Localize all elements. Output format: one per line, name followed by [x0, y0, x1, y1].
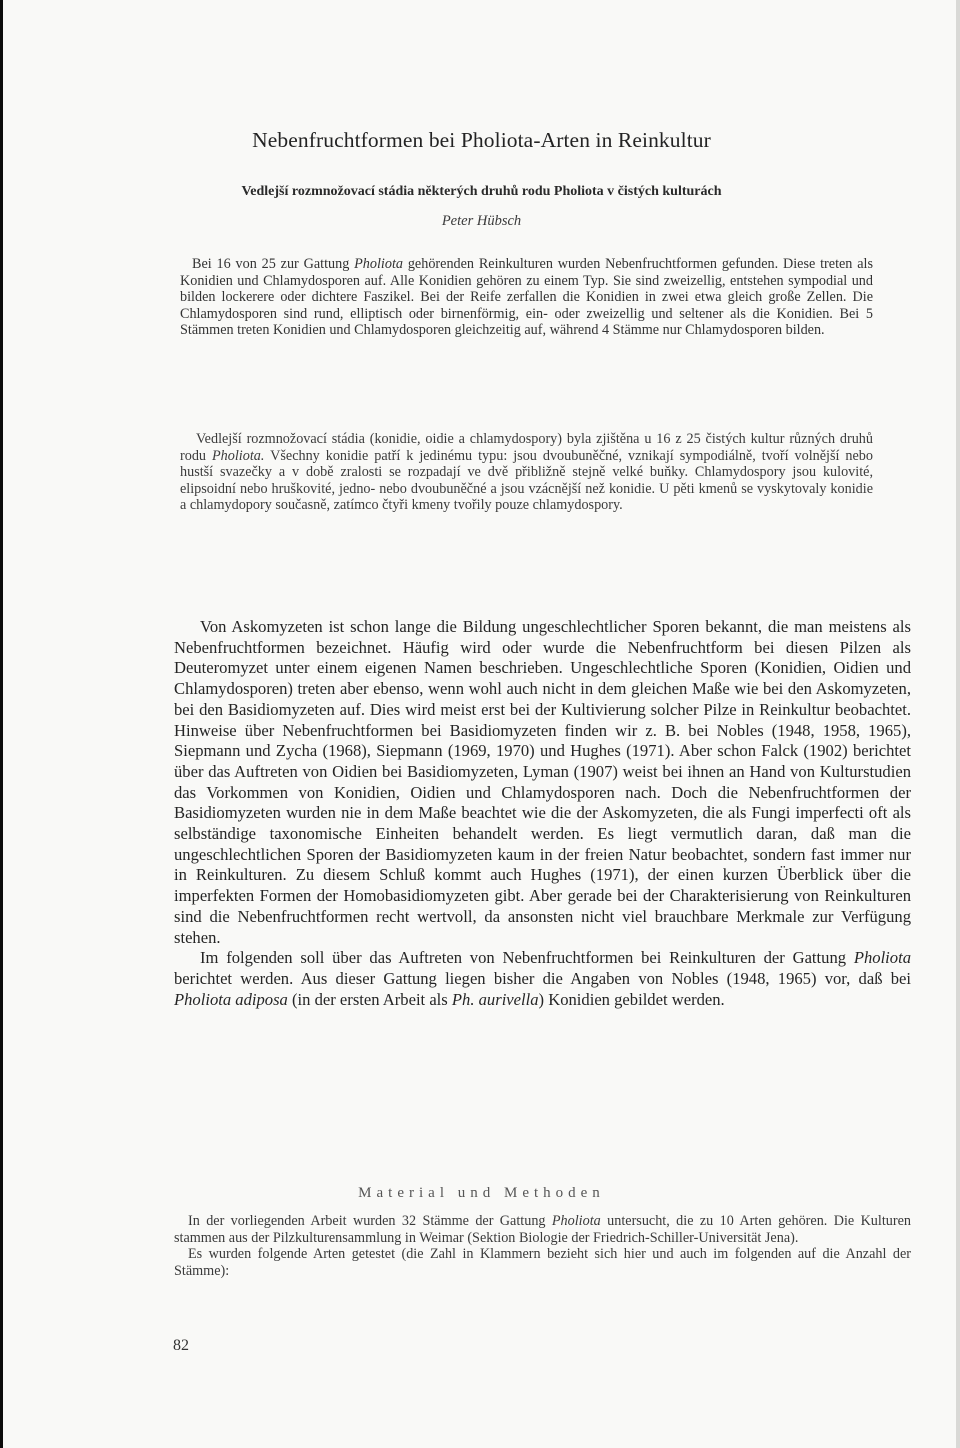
genus-name: Pholiota — [354, 256, 404, 272]
section-heading: Material und Methoden — [358, 1185, 605, 1201]
article-author: Peter Hübsch — [441, 213, 522, 229]
methods-text: untersucht, die zu 10 Arten gehören. Die Kulturen stammen aus der Pilzkulturensammlung in Weimar (Sektion Biologie der Friedrich-Schiller-Universität Jena). — [174, 1213, 911, 1246]
abstract-german-text: gehörenden Reinkulturen wurden Nebenfruchtformen gefunden. Diese treten als Konidien und Chlamydosporen auf. Alle Konidien gehören zu einem Typ. Sie sind zweizellig, entstehen sympodial und bilden lockerere oder dichtere Faszikel. Bei der Reife zerfallen die Konidien in zwei etwa gleich große Zellen. Die Chlamydosporen sind rund, elliptisch oder birnenförmig, ein- oder zweizellig und seltener als die Konidien. Bei 5 Stämmen treten Konidien und Chlamydosporen gleichzeitig auf, während 4 Stämme nur Chlamydosporen bilden. — [180, 256, 873, 338]
body-paragraph — [174, 948, 911, 1010]
species-name: Pholiota adiposa — [174, 989, 288, 1009]
genus-name: Pholiota — [551, 1213, 601, 1229]
genus-name: Pholiota — [853, 948, 911, 968]
abstract-german-text: Bei 16 von 25 zur Gattung — [192, 256, 355, 272]
article-body — [174, 617, 911, 1010]
abstract-czech-text: Vedlejší rozmnožovací stádia (konidie, oidie a chlamydospory) byla zjištěna u 16 z 25 čistých kultur různých druhů rodu — [180, 431, 873, 464]
methods-paragraph — [174, 1213, 911, 1246]
body-text: (in der ersten Arbeit als — [287, 989, 452, 1009]
article-subtitle-czech: Vedlejší rozmnožovací stádia některých druhů rodu Pholiota v čistých kulturách — [241, 184, 722, 199]
page-edge-shadow — [956, 0, 960, 1448]
page-number: 82 — [173, 1337, 189, 1354]
body-paragraph: Von Askomyzeten ist schon lange die Bildung ungeschlechtlicher Sporen bekannt, die man meistens als Nebenfruchtformen bezeichnet. Häufig wird oder wurde die Nebenfruchtform bei diesen Pilzen als Deuteromyzet unter einem eigenen Namen beschrieben. Ungeschlechtliche Sporen (Konidien, Oidien und Chlamydosporen) treten aber ebenso, wenn wohl auch nicht in dem gleichen Maße wie bei den Askomyzeten, bei den Basidiomyzeten auf. Dies wird meist erst bei der Kultivierung solcher Pilze in Reinkultur beobachtet. Hinweise über Nebenfruchtformen bei Basidiomyzeten finden wir z. B. bei Nobles (1948, 1958, 1965), Siepmann und Zycha (1968), Siepmann (1969, 1970) und Hughes (1971). Aber schon Falck (1902) berichtet über das Auftreten von Oidien bei Basidiomyzeten, Lyman (1907) weist bei ihnen an Hand von Kulturstudien das Vorkommen von Konidien, Oidien und Chlamydosporen nach. Doch die Nebenfruchtformen der Basidiomyzeten wurden nie in dem Maße beachtet wie die der Askomyzeten, die als Fungi imperfecti oft als selbständige taxonomische Einheiten behandelt werden. Es liegt vermutlich daran, daß man die ungeschlechtlichen Sporen der Basidiomyzeten kaum in der freien Natur beobachtet, sondern fast immer nur in Reinkulturen. Zu diesem Schluß kommt auch Hughes (1971), der einen kurzen Überblick über die imperfekten Formen der Homobasidiomyzeten gibt. Aber gerade bei der Charakterisierung von Reinkulturen sind die Nebenfruchtformen recht wertvoll, da ansonsten nicht viel brauchbare Merkmale zur Verfügung stehen. — [174, 617, 911, 947]
genus-name: Pholiota. — [211, 447, 265, 464]
methods-text — [174, 1213, 911, 1279]
body-text: Im folgenden soll über das Auftreten von Nebenfruchtformen bei Reinkulturen der Gattung — [200, 948, 854, 968]
body-text: berichtet werden. Aus dieser Gattung liegen bisher die Angaben von Nobles (1948, 1965) vor, daß bei — [174, 968, 911, 988]
abstract-czech-text: Všechny konidie patří k jedinému typu: jsou dvoubuněčné, vznikají sympodiálně, tvoří volnější nebo hustší svazečky a v době zralosti se rozpadají ve dvě přibližně stejně velké buňky. Chlamydospory jsou kulovité, elipsoidní nebo hruškovité, jedno- nebo dvoubuněčné a jsou vzácnější než konidie. U pěti kmenů se vyskytovaly konidie a chlamydopory současně, zatímco čtyři kmeny tvořily pouze chlamydospory. — [180, 447, 873, 513]
species-name: Ph. aurivella — [451, 989, 539, 1009]
methods-paragraph: Es wurden folgende Arten getestet (die Zahl in Klammern bezieht sich hier und auch im folgenden auf die Anzahl der Stämme): — [174, 1246, 911, 1279]
abstract-german — [180, 256, 873, 339]
journal-page — [3, 0, 960, 1448]
body-text: ) Konidien gebildet werden. — [538, 989, 725, 1009]
abstract-czech — [180, 431, 873, 514]
methods-text: In der vorliegenden Arbeit wurden 32 Stämme der Gattung — [188, 1213, 552, 1229]
article-title: Nebenfruchtformen bei Pholiota-Arten in Reinkultur — [252, 128, 711, 152]
